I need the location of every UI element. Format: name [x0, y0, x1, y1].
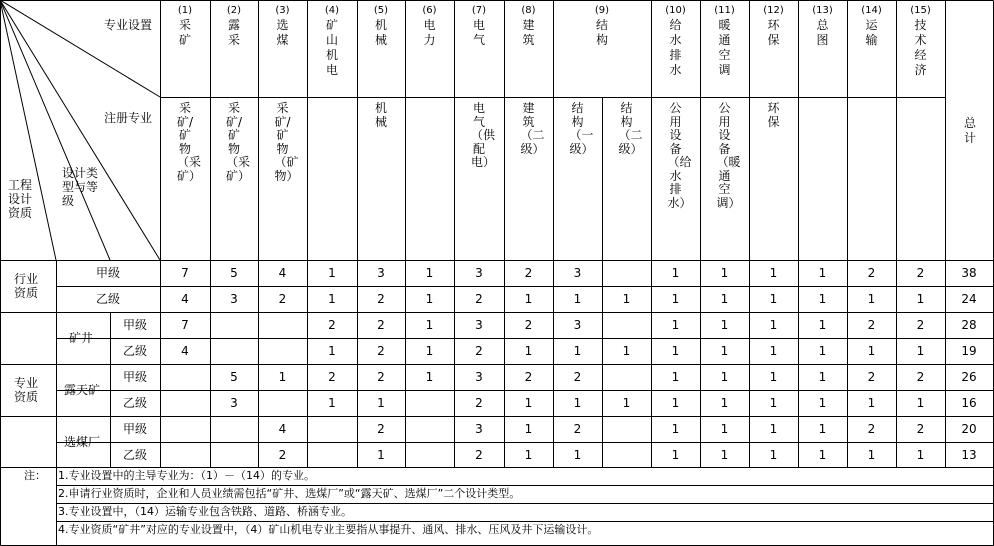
- registered-major: 采矿/矿物（采矿）: [226, 101, 251, 183]
- value-cell: 1: [769, 448, 778, 462]
- value-cell: 1: [769, 266, 778, 280]
- value-cell: 2: [867, 370, 876, 384]
- value-cell: 1: [769, 292, 778, 306]
- value-cell: [307, 442, 357, 468]
- note-4: 4.专业资质“矿井”对应的专业设置中，（4）矿山机电专业主要指从事提升、通风、排水、压风及井下运输设计。: [58, 523, 599, 536]
- major-number: (10): [665, 5, 686, 16]
- value-cell: 4: [181, 292, 189, 306]
- value-cell: 1: [622, 396, 631, 410]
- value-cell: 3: [475, 266, 483, 280]
- value-cell: 3: [573, 318, 582, 332]
- value-cell: 1: [720, 344, 729, 358]
- total-header: 总计: [963, 116, 976, 145]
- value-cell: [602, 260, 651, 286]
- value-cell: 1: [720, 318, 729, 332]
- major-name: 结构: [595, 18, 608, 47]
- value-cell: 1: [622, 344, 631, 358]
- value-cell: 1: [573, 396, 582, 410]
- major-number: (8): [521, 5, 536, 16]
- value-cell: 1: [328, 292, 336, 306]
- total-cell: 26: [961, 370, 977, 384]
- value-cell: 2: [867, 422, 876, 436]
- value-cell: 3: [230, 396, 238, 410]
- diagonal: [0, 0, 160, 97]
- major-number: (14): [861, 5, 882, 16]
- value-cell: [602, 442, 651, 468]
- major-name: 机械: [374, 18, 387, 47]
- value-cell: 3: [475, 370, 483, 384]
- value-cell: 1: [818, 396, 827, 410]
- value-cell: 1: [720, 292, 729, 306]
- registered-major: 公用设备（给水排水）: [667, 101, 692, 210]
- value-cell: 1: [328, 396, 336, 410]
- value-cell: 1: [671, 448, 680, 462]
- notes-label: 注：: [24, 469, 46, 482]
- registered-major: 机械: [374, 101, 387, 129]
- value-cell: 1: [916, 292, 925, 306]
- registered-major: 公用设备（暖通空调）: [716, 101, 741, 210]
- value-cell: 1: [671, 422, 680, 436]
- value-cell: 1: [573, 292, 582, 306]
- subgroup-open-pit: 露天矿: [64, 383, 101, 397]
- major-number: (2): [226, 5, 242, 16]
- value-cell: 1: [671, 370, 680, 384]
- value-cell: 1: [377, 396, 385, 410]
- value-cell: 1: [818, 266, 827, 280]
- value-cell: [602, 312, 651, 338]
- value-cell: 1: [867, 344, 876, 358]
- value-cell: 5: [230, 266, 238, 280]
- diagonal: [0, 0, 110, 260]
- grade-label: 甲级: [122, 422, 147, 436]
- value-cell: 7: [181, 266, 189, 280]
- value-cell: [307, 416, 357, 442]
- value-cell: [405, 390, 454, 416]
- registered-major: 结构（二级）: [618, 101, 643, 156]
- value-cell: 1: [671, 344, 680, 358]
- value-cell: 4: [278, 266, 287, 280]
- note-1: 1.专业设置中的主导专业为：（1）－（14）的专业。: [58, 469, 315, 482]
- total-cell: 28: [961, 318, 977, 332]
- major-name: 给水排水: [669, 18, 682, 77]
- major-number: (11): [714, 5, 735, 16]
- value-cell: 2: [916, 370, 925, 384]
- value-cell: 2: [524, 318, 533, 332]
- major-name: 环保: [767, 18, 780, 47]
- value-cell: 2: [573, 370, 582, 384]
- value-cell: 2: [524, 266, 533, 280]
- value-cell: 1: [425, 266, 434, 280]
- total-cell: 19: [961, 344, 977, 358]
- value-cell: 2: [377, 292, 385, 306]
- value-cell: 2: [278, 448, 287, 462]
- major-number: (15): [910, 5, 931, 16]
- value-cell: 2: [328, 370, 336, 384]
- value-cell: 1: [916, 396, 925, 410]
- corner-label-design-type: 设计类型与等级: [62, 166, 99, 208]
- group-industry: 行业资质: [14, 272, 39, 300]
- value-cell: 5: [230, 370, 238, 384]
- major-name: 矿山机电: [325, 18, 338, 77]
- subgroup-coal-prep: 选煤厂: [64, 435, 101, 449]
- major-number: (1): [177, 5, 193, 16]
- grade-label: 甲级: [122, 370, 147, 384]
- registered-major: 结构（一级）: [569, 101, 594, 156]
- total-cell: 24: [961, 292, 977, 306]
- value-cell: 1: [720, 266, 729, 280]
- major-number: (6): [422, 5, 437, 16]
- value-cell: [602, 416, 651, 442]
- value-cell: 1: [769, 422, 778, 436]
- major-name: 选煤: [276, 18, 289, 47]
- note-3: 3.专业设置中，（14）运输专业包含铁路、道路、桥涵专业。: [58, 505, 352, 518]
- major-number: (7): [471, 5, 487, 16]
- value-cell: 3: [230, 292, 238, 306]
- group-special: 专业资质: [14, 376, 39, 404]
- registered-major: 建筑（二级）: [520, 101, 545, 156]
- value-cell: 1: [524, 396, 533, 410]
- value-cell: 1: [769, 396, 778, 410]
- value-cell: [405, 416, 454, 442]
- value-cell: 1: [720, 448, 729, 462]
- value-cell: [258, 312, 307, 338]
- value-cell: 1: [867, 396, 876, 410]
- value-cell: 3: [377, 266, 385, 280]
- value-cell: 2: [377, 370, 385, 384]
- major-name: 电气: [472, 18, 485, 47]
- value-cell: 1: [916, 448, 925, 462]
- diagonal: [0, 0, 56, 260]
- value-cell: 1: [328, 344, 336, 358]
- value-cell: 1: [671, 318, 680, 332]
- major-number: (12): [763, 5, 784, 16]
- total-cell: 20: [961, 422, 977, 436]
- major-number: (13): [812, 5, 833, 16]
- value-cell: 1: [916, 344, 925, 358]
- grade-label: 乙级: [95, 292, 120, 306]
- value-cell: 1: [720, 370, 729, 384]
- value-cell: 2: [278, 292, 287, 306]
- value-cell: 2: [475, 292, 483, 306]
- major-name: 总图: [816, 18, 829, 47]
- value-cell: [210, 442, 258, 468]
- value-cell: 1: [818, 344, 827, 358]
- value-cell: 1: [524, 292, 533, 306]
- major-number: (9): [594, 5, 610, 16]
- note-2: 2.申请行业资质时，企业和人员业绩需包括“矿井、选煤厂”或“露天矿、选煤厂”二个设计类型。: [58, 487, 521, 500]
- value-cell: 1: [769, 318, 778, 332]
- corner-label-qualification: 工程设计资质: [8, 178, 33, 220]
- value-cell: 1: [524, 422, 533, 436]
- value-cell: [258, 390, 307, 416]
- value-cell: 2: [377, 422, 385, 436]
- value-cell: 2: [867, 266, 876, 280]
- major-name: 运输: [865, 18, 878, 47]
- value-cell: 1: [328, 266, 336, 280]
- grade-label: 乙级: [122, 448, 147, 462]
- grade-label: 乙级: [122, 396, 147, 410]
- value-cell: 3: [573, 266, 582, 280]
- registered-major: 电气（供配电）: [471, 101, 496, 169]
- value-cell: 1: [867, 292, 876, 306]
- major-name: 电力: [423, 18, 436, 47]
- value-cell: 1: [671, 292, 680, 306]
- major-name: 采矿: [178, 18, 191, 47]
- value-cell: 3: [475, 318, 483, 332]
- total-cell: 13: [961, 448, 977, 462]
- value-cell: [210, 338, 258, 364]
- value-cell: 2: [867, 318, 876, 332]
- value-cell: 1: [818, 422, 827, 436]
- value-cell: [258, 338, 307, 364]
- value-cell: [210, 312, 258, 338]
- value-cell: [160, 416, 210, 442]
- grade-label: 甲级: [122, 318, 147, 332]
- value-cell: 1: [818, 448, 827, 462]
- value-cell: 2: [377, 344, 385, 358]
- value-cell: [405, 442, 454, 468]
- value-cell: 1: [720, 422, 729, 436]
- major-name: 露采: [227, 18, 240, 47]
- major-name: 建筑: [522, 18, 535, 47]
- value-cell: 2: [475, 396, 483, 410]
- value-cell: 1: [622, 292, 631, 306]
- value-cell: 1: [671, 266, 680, 280]
- value-cell: 2: [475, 344, 483, 358]
- registered-major: 环保: [767, 101, 780, 129]
- value-cell: 4: [181, 344, 189, 358]
- corner-label-major-setting: 专业设置: [104, 18, 153, 32]
- registered-major: 采矿/矿物（采矿）: [177, 101, 202, 183]
- major-number: (3): [275, 5, 290, 16]
- value-cell: 4: [278, 422, 287, 436]
- value-cell: 1: [377, 448, 385, 462]
- value-cell: 2: [916, 318, 925, 332]
- major-name: 暖通空调: [718, 18, 731, 77]
- value-cell: 1: [818, 292, 827, 306]
- value-cell: 1: [278, 370, 287, 384]
- registered-major: 采矿/矿物（矿物）: [274, 101, 299, 183]
- grade-label: 甲级: [95, 266, 120, 280]
- total-cell: 16: [961, 396, 977, 410]
- value-cell: 2: [377, 318, 385, 332]
- value-cell: 1: [671, 396, 680, 410]
- value-cell: [210, 416, 258, 442]
- major-number: (5): [373, 5, 389, 16]
- corner-label-registered-major: 注册专业: [104, 111, 153, 125]
- value-cell: [160, 364, 210, 390]
- value-cell: 1: [425, 344, 434, 358]
- value-cell: 1: [524, 448, 533, 462]
- value-cell: 1: [425, 318, 434, 332]
- value-cell: 1: [769, 370, 778, 384]
- value-cell: 1: [425, 292, 434, 306]
- value-cell: 2: [524, 370, 533, 384]
- value-cell: 2: [916, 266, 925, 280]
- value-cell: 1: [524, 344, 533, 358]
- value-cell: 1: [425, 370, 434, 384]
- value-cell: 1: [818, 370, 827, 384]
- value-cell: 1: [769, 344, 778, 358]
- value-cell: 7: [181, 318, 189, 332]
- subgroup-mine: 矿井: [69, 331, 94, 345]
- diagonal: [0, 0, 160, 260]
- value-cell: [160, 442, 210, 468]
- value-cell: 1: [720, 396, 729, 410]
- value-cell: 1: [573, 344, 582, 358]
- total-cell: 38: [961, 266, 977, 280]
- value-cell: 1: [573, 448, 582, 462]
- value-cell: [160, 390, 210, 416]
- major-number: (4): [324, 5, 340, 16]
- value-cell: 2: [573, 422, 582, 436]
- value-cell: 3: [475, 422, 483, 436]
- value-cell: 1: [867, 448, 876, 462]
- value-cell: [602, 364, 651, 390]
- value-cell: 2: [475, 448, 483, 462]
- value-cell: 2: [916, 422, 925, 436]
- grade-label: 乙级: [122, 344, 147, 358]
- value-cell: 2: [328, 318, 336, 332]
- major-name: 技术经济: [914, 18, 927, 77]
- value-cell: 1: [818, 318, 827, 332]
